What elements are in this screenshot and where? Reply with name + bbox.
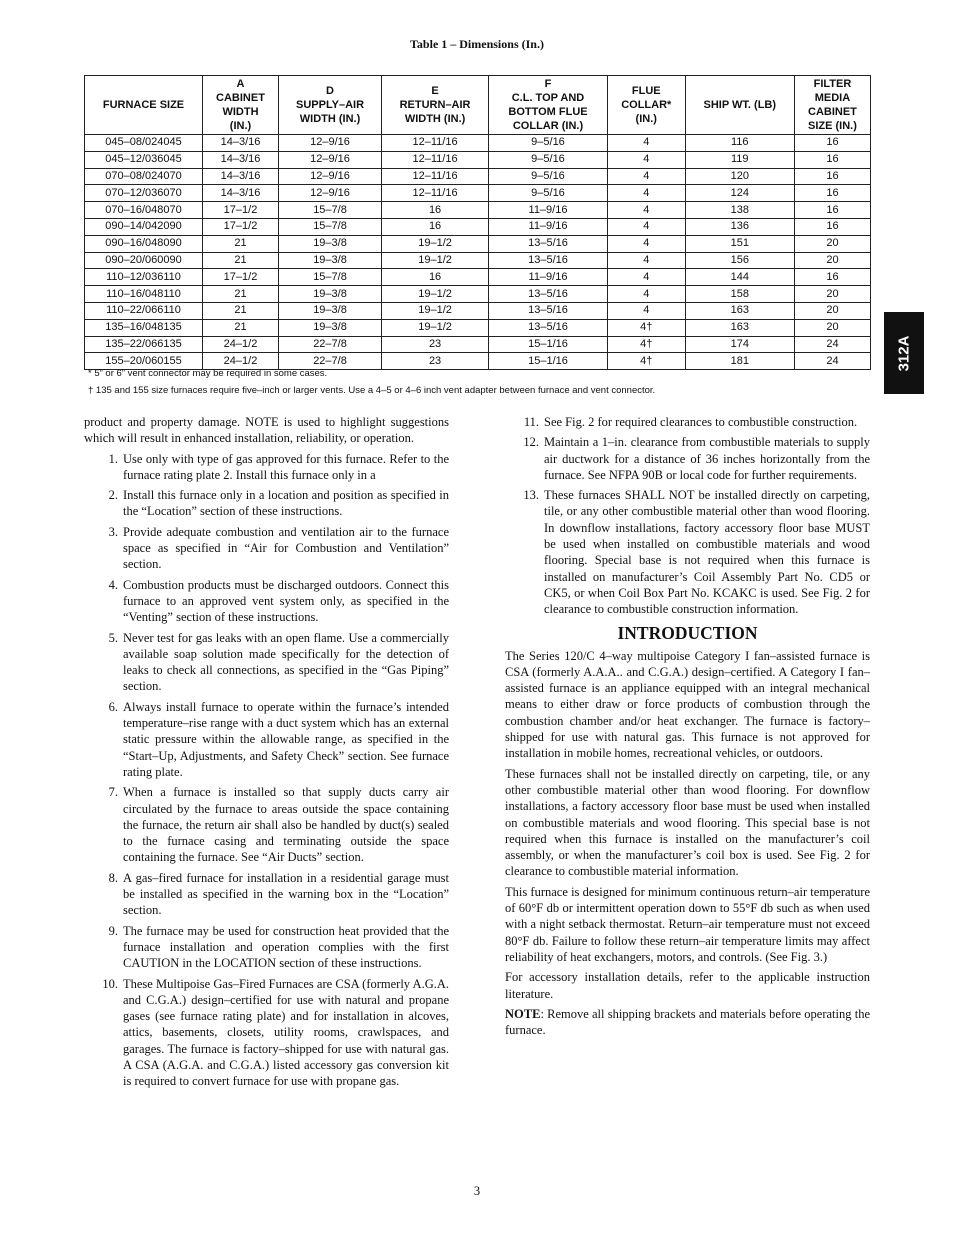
table-cell: 090–20/060090 (85, 252, 203, 269)
list-item-text: Never test for gas leaks with an open flame. Use a commercially available soap solution made specifically for the detection of leaks to check all connections, as specified in the “Gas Piping” section. (123, 630, 449, 694)
table-cell: 14–3/16 (203, 135, 279, 152)
table-cell: 19–3/8 (279, 302, 382, 319)
table-cell: 181 (685, 353, 794, 370)
table-cell: 24 (794, 336, 870, 353)
table-cell: 155–20/060155 (85, 353, 203, 370)
table-cell: 14–3/16 (203, 168, 279, 185)
table-row (85, 168, 871, 185)
table-cell: 20 (794, 286, 870, 303)
list-item-number: 1. (108, 451, 118, 466)
table-cell: 12–11/16 (382, 168, 489, 185)
table-cell: 16 (794, 185, 870, 202)
table-cell: 21 (203, 302, 279, 319)
list-item-number: 11. (523, 415, 539, 429)
column-header: E RETURN–AIR WIDTH (IN.) (382, 76, 489, 135)
table-cell: 15–7/8 (279, 269, 382, 286)
table-cell: 19–3/8 (279, 252, 382, 269)
table-cell: 158 (685, 286, 794, 303)
table-row (85, 252, 871, 269)
column-header: FURNACE SIZE (85, 76, 203, 135)
table-cell: 22–7/8 (279, 353, 382, 370)
note-paragraph (505, 1006, 870, 1039)
table-cell: 15–1/16 (489, 336, 608, 353)
table-cell: 21 (203, 235, 279, 252)
table-cell: 17–1/2 (203, 218, 279, 235)
table-cell: 110–22/066110 (85, 302, 203, 319)
column-header: FLUE COLLAR* (IN.) (607, 76, 685, 135)
table-cell: 4 (607, 218, 685, 235)
intro-paragraph-1: The Series 120/C 4–way multipoise Category I fan–assisted furnace is CSA (formerly A.A.A.. and C.G.A.) design–certified. A Category I fan–assisted furnace is an appliance equipped with an integral mechanical means to either draw or force products of combustion through the combustion chamber and/or heat exchanger. The furnace is factory–shipped for use with natural gas. This furnace is not approved for installation in mobile homes, recreational vehicles, or outdoors. (505, 648, 870, 761)
list-item (84, 630, 449, 695)
table-cell: 20 (794, 252, 870, 269)
table-cell: 16 (794, 202, 870, 219)
table-cell: 19–3/8 (279, 286, 382, 303)
left-instruction-list (84, 451, 449, 1090)
list-item-number: 7. (108, 785, 118, 800)
table-cell: 14–3/16 (203, 151, 279, 168)
table-cell: 4 (607, 302, 685, 319)
table-cell: 070–16/048070 (85, 202, 203, 219)
table-cell: 163 (685, 319, 794, 336)
table-cell: 13–5/16 (489, 252, 608, 269)
list-item-number: 8. (108, 870, 118, 885)
list-item (505, 487, 870, 617)
table-row (85, 135, 871, 152)
table-cell: 4 (607, 252, 685, 269)
table-cell: 9–5/16 (489, 168, 608, 185)
table-cell: 16 (794, 218, 870, 235)
list-item (84, 524, 449, 573)
introduction-heading: INTRODUCTION (617, 622, 758, 643)
table-row (85, 286, 871, 303)
list-item-number: 3. (108, 524, 118, 539)
table-cell: 4 (607, 185, 685, 202)
table-cell: 21 (203, 319, 279, 336)
list-item (84, 870, 449, 919)
table-cell: 11–9/16 (489, 218, 608, 235)
list-item-text: Provide adequate combustion and ventilation air to the furnace space as specified in “Air for Combustion and Ventilation” section. (123, 524, 449, 572)
list-item-text: Use only with type of gas approved for this furnace. Refer to the furnace rating plate 2. Install this furnace only in a (123, 451, 449, 482)
table-cell: 20 (794, 319, 870, 336)
list-item-number: 12. (523, 435, 539, 450)
left-intro-paragraph: product and property damage. NOTE is used to highlight suggestions which will result in enhanced installation, reliability, or operation. (84, 415, 449, 446)
table-cell: 19–3/8 (279, 319, 382, 336)
table-cell: 4 (607, 202, 685, 219)
table-cell: 16 (382, 202, 489, 219)
column-header: F C.L. TOP AND BOTTOM FLUE COLLAR (IN.) (489, 76, 608, 135)
table-cell: 12–9/16 (279, 151, 382, 168)
table-cell: 15–7/8 (279, 218, 382, 235)
note-label: NOTE (505, 1006, 541, 1021)
list-item-number: 10. (102, 976, 118, 991)
table-cell: 124 (685, 185, 794, 202)
table-cell: 119 (685, 151, 794, 168)
table-cell: 4† (607, 336, 685, 353)
table-cell: 20 (794, 235, 870, 252)
table-cell: 045–08/024045 (85, 135, 203, 152)
intro-paragraph-2: These furnaces shall not be installed directly on carpeting, tile, or any other combustible material other than wood flooring. For downflow installations, a factory accessory floor base must be used when installed on combustible materials and wood flooring. This special base is not required when this furnace is installed on the manufacturer’s coil assembly, or when the manufacturer’s coil box is used. See Fig. 2 for clearance to combustible material information. (505, 766, 870, 879)
table-cell: 116 (685, 135, 794, 152)
table-cell: 16 (794, 269, 870, 286)
table-cell: 12–11/16 (382, 151, 489, 168)
table-row (85, 185, 871, 202)
list-item (84, 487, 449, 520)
note-text: : Remove all shipping brackets and materials before operating the furnace. (505, 1006, 870, 1038)
table-cell: 136 (685, 218, 794, 235)
table-cell: 19–1/2 (382, 302, 489, 319)
table-cell: 144 (685, 269, 794, 286)
list-item (84, 784, 449, 865)
table-cell: 19–3/8 (279, 235, 382, 252)
table-cell: 156 (685, 252, 794, 269)
list-item-text: These Multipoise Gas–Fired Furnaces are CSA (formerly A.G.A. and C.G.A.) design–certified for use with natural and propane gases (see furnace rating plate) and for installation in alcoves, attics, basements, closets, utility rooms, crawlspaces, and garages. The furnace is factory–shipped for use with natural gas. A CSA (A.G.A. and C.G.A.) listed accessory gas conversion kit is required to convert furnace for use with propane gas. (123, 976, 449, 1089)
table-cell: 21 (203, 252, 279, 269)
table-cell: 23 (382, 353, 489, 370)
table-cell: 135–16/048135 (85, 319, 203, 336)
table-cell: 23 (382, 336, 489, 353)
table-cell: 16 (382, 218, 489, 235)
table-cell: 13–5/16 (489, 319, 608, 336)
list-item-number: 9. (108, 923, 118, 938)
table-row (85, 218, 871, 235)
column-header: FILTER MEDIA CABINET SIZE (IN.) (794, 76, 870, 135)
list-item (84, 451, 449, 484)
table-cell: 24–1/2 (203, 336, 279, 353)
table-cell: 151 (685, 235, 794, 252)
list-item-text: Maintain a 1–in. clearance from combustible materials to supply air ductwork for a distance of 36 inches horizontally from the furnace. See NFPA 90B or local code for further requirements. (544, 435, 870, 482)
list-item (84, 577, 449, 626)
table-cell: 16 (794, 168, 870, 185)
column-header: A CABINET WIDTH (IN.) (203, 76, 279, 135)
table-cell: 16 (794, 151, 870, 168)
table-cell: 20 (794, 302, 870, 319)
table-cell: 14–3/16 (203, 185, 279, 202)
table-cell: 12–9/16 (279, 168, 382, 185)
table-body (85, 135, 871, 370)
table-row (85, 302, 871, 319)
table-header-row (85, 76, 871, 135)
intro-paragraph-3: This furnace is designed for minimum continuous return–air temperature of 60°F db or intermittent operation down to 55°F db such as when used with a night setback thermostat. Return–air temperature must not exceed 80°F db. Failure to follow these return–air temperature limits may affect reliability of heat exchangers, motors, and controls. (See Fig. 3.) (505, 884, 870, 964)
table-cell: 19–1/2 (382, 235, 489, 252)
column-header: D SUPPLY–AIR WIDTH (IN.) (279, 76, 382, 135)
table-cell: 24 (794, 353, 870, 370)
table-cell: 12–11/16 (382, 185, 489, 202)
right-instruction-list (505, 414, 870, 618)
table-cell: 4 (607, 286, 685, 303)
table-cell: 16 (382, 269, 489, 286)
list-item (84, 923, 449, 972)
table-cell: 4 (607, 151, 685, 168)
table-cell: 090–16/048090 (85, 235, 203, 252)
table-cell: 045–12/036045 (85, 151, 203, 168)
table-cell: 24–1/2 (203, 353, 279, 370)
list-item-number: 13. (523, 488, 539, 503)
table-cell: 13–5/16 (489, 302, 608, 319)
list-item (84, 976, 449, 1090)
table-cell: 19–1/2 (382, 252, 489, 269)
table-cell: 163 (685, 302, 794, 319)
table-cell: 11–9/16 (489, 202, 608, 219)
table-row (85, 151, 871, 168)
table-row (85, 336, 871, 353)
table-cell: 9–5/16 (489, 135, 608, 152)
side-tab (884, 312, 924, 394)
table-row (85, 235, 871, 252)
table-row (85, 319, 871, 336)
list-item-text: These furnaces SHALL NOT be installed directly on carpeting, tile, or any other combustible material other than wood flooring. In downflow installations, factory accessory floor base MUST be used when installed on combustible materials and wood flooring. Special base is not required when this furnace is installed on manufacturer’s Coil Assembly Part No. CD5 or CK5, or when Coil Box Part No. KCAKC is used. See Fig. 2 for clearance to combustible construction information. (544, 488, 870, 617)
table-cell: 13–5/16 (489, 235, 608, 252)
table-cell: 070–12/036070 (85, 185, 203, 202)
list-item-number: 5. (108, 630, 118, 645)
list-item-text: When a furnace is installed so that supply ducts carry air circulated by the furnace to areas outside the space containing the furnace, the return air shall also be handled by duct(s) sealed to the furnace casing and terminating outside the space containing the furnace. See “Air Ducts” section. (123, 785, 449, 865)
table-cell: 16 (794, 135, 870, 152)
list-item-number: 6. (108, 699, 118, 714)
table-cell: 19–1/2 (382, 286, 489, 303)
table-cell: 15–1/16 (489, 353, 608, 370)
list-item (84, 699, 449, 780)
table-cell: 4 (607, 269, 685, 286)
table-cell: 19–1/2 (382, 319, 489, 336)
table-cell: 4† (607, 353, 685, 370)
table-cell: 070–08/024070 (85, 168, 203, 185)
table-cell: 21 (203, 286, 279, 303)
table-cell: 4 (607, 168, 685, 185)
right-column (505, 414, 870, 1042)
table-footnote-dagger: † 135 and 155 size furnaces require five–inch or larger vents. Use a 4–5 or 4–6 inch vent adapter between furnace and vent connector. (88, 385, 656, 396)
list-item-number: 4. (108, 577, 118, 592)
table-cell: 4 (607, 235, 685, 252)
table-cell: 174 (685, 336, 794, 353)
table-cell: 15–7/8 (279, 202, 382, 219)
left-column (84, 414, 449, 1094)
list-item-text: Install this furnace only in a location and position as specified in the “Location” section of these instructions. (123, 488, 449, 519)
list-item-number: 2. (108, 488, 118, 503)
page-number: 3 (473, 1184, 481, 1198)
list-item-text: See Fig. 2 for required clearances to combustible construction. (544, 415, 858, 429)
list-item-text: A gas–fired furnace for installation in a residential garage must be installed as specified in the warning box in the “Location” section. (123, 870, 449, 918)
table-cell: 17–1/2 (203, 202, 279, 219)
table-cell: 12–9/16 (279, 135, 382, 152)
table-footnote-star: * 5” or 6” vent connector may be required in some cases. (88, 368, 328, 379)
table-cell: 4† (607, 319, 685, 336)
table-row (85, 202, 871, 219)
table-cell: 138 (685, 202, 794, 219)
table-row (85, 269, 871, 286)
table-cell: 110–12/036110 (85, 269, 203, 286)
list-item-text: Always install furnace to operate within the furnace’s intended temperature–rise range with a duct system which has an external static pressure within the allowable range, as specified in the “Start–Up, Adjustments, and Safety Check” section. See furnace rating plate. (123, 699, 449, 779)
list-item-text: The furnace may be used for construction heat provided that the furnace installation and operation complies with the first CAUTION in the LOCATION section of these instructions. (123, 923, 449, 971)
table-cell: 9–5/16 (489, 185, 608, 202)
table-cell: 12–11/16 (382, 135, 489, 152)
dimensions-table (84, 75, 871, 370)
table-cell: 090–14/042090 (85, 218, 203, 235)
side-tab-label: 312A (895, 335, 913, 371)
list-item-text: Combustion products must be discharged outdoors. Connect this furnace to an approved vent system only, as specified in the “Venting” section of these instructions. (123, 577, 449, 625)
column-header: SHIP WT. (LB) (685, 76, 794, 135)
table-cell: 17–1/2 (203, 269, 279, 286)
table-cell: 135–22/066135 (85, 336, 203, 353)
table-cell: 4 (607, 135, 685, 152)
list-item (505, 434, 870, 483)
table-title: Table 1 – Dimensions (In.) (410, 37, 544, 51)
list-item (505, 414, 870, 430)
intro-paragraph-4: For accessory installation details, refer to the applicable instruction literature. (505, 970, 870, 1001)
table-cell: 9–5/16 (489, 151, 608, 168)
table-cell: 110–16/048110 (85, 286, 203, 303)
table-cell: 13–5/16 (489, 286, 608, 303)
table-cell: 12–9/16 (279, 185, 382, 202)
table-cell: 120 (685, 168, 794, 185)
table-cell: 11–9/16 (489, 269, 608, 286)
table-cell: 22–7/8 (279, 336, 382, 353)
